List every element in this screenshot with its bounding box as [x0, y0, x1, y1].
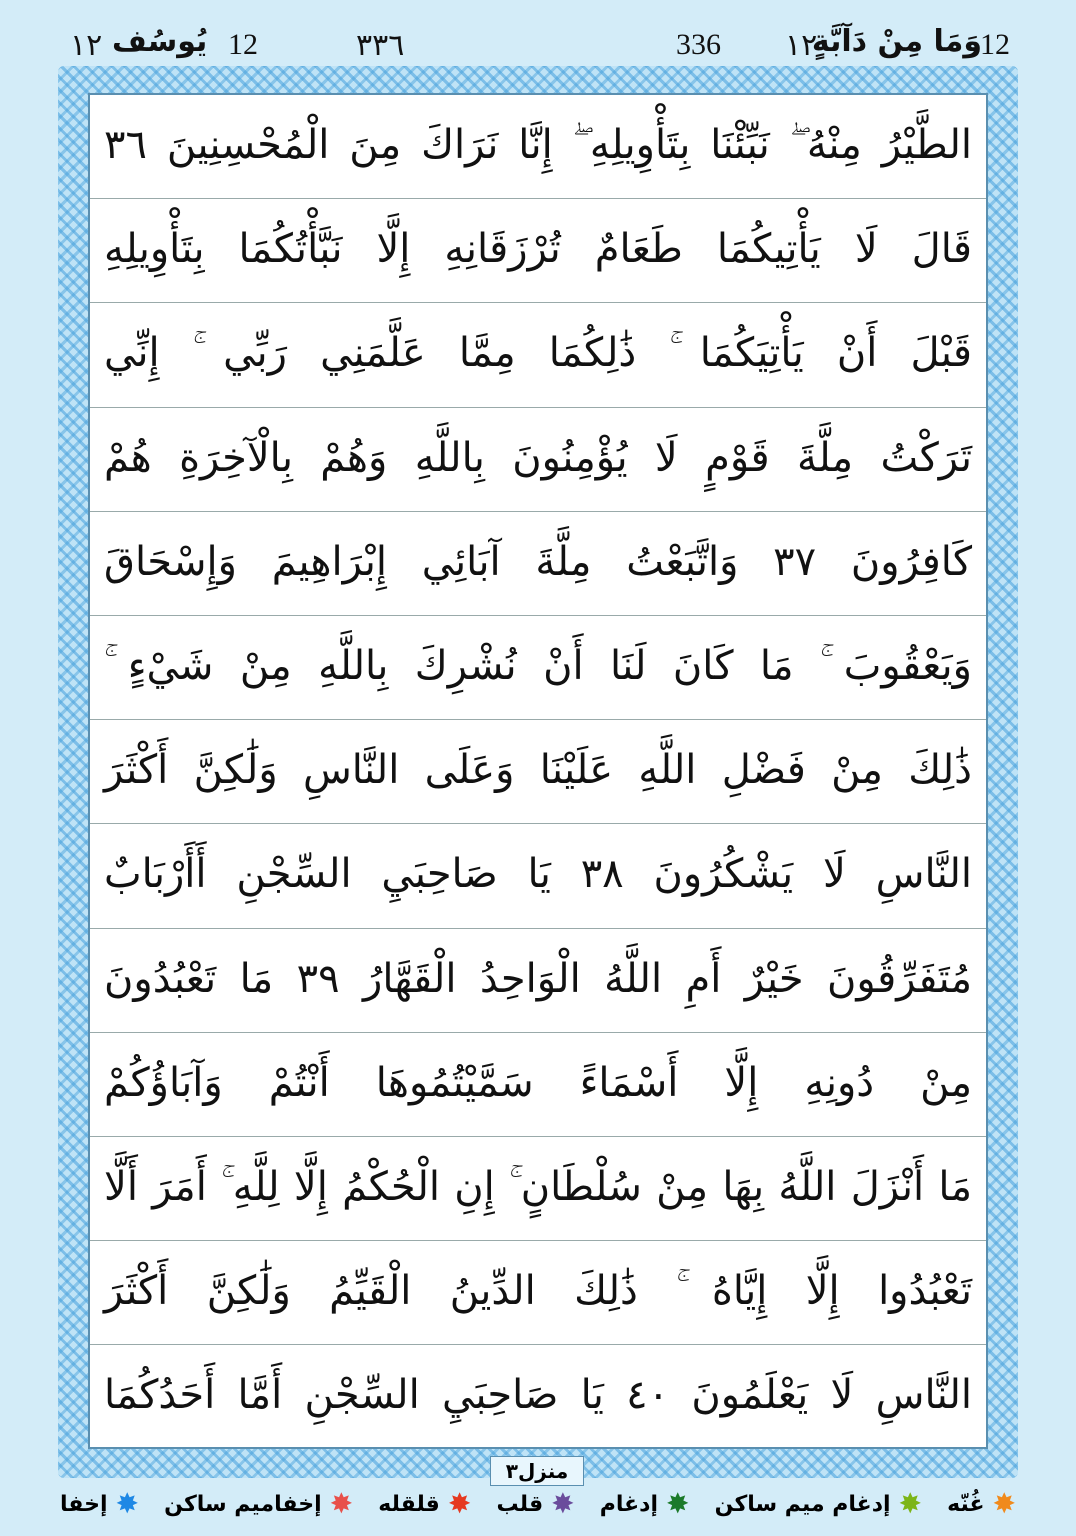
- text-line: تَرَكْتُ مِلَّةَ قَوْمٍ لَا يُؤْمِنُونَ بِاللَّهِ وَهُمْ بِالْآخِرَةِ هُمْ: [90, 408, 986, 512]
- text-line: النَّاسِ لَا يَعْلَمُونَ ٤٠ يَا صَاحِبَيِ السِّجْنِ أَمَّا أَحَدُكُمَا: [104, 1372, 973, 1419]
- text-line: مُتَفَرِّقُونَ خَيْرٌ أَمِ اللَّهُ الْوَاحِدُ الْقَهَّارُ ٣٩ مَا تَعْبُدُونَ: [90, 929, 986, 1033]
- legend-item: [714, 1487, 923, 1520]
- text-line: قَبْلَ أَنْ يَأْتِيَكُمَا ۚ ذَٰلِكُمَا مِمَّا عَلَّمَنِي رَبِّي ۚ إِنِّي: [90, 303, 986, 407]
- text-line: تَعْبُدُوا إِلَّا إِيَّاهُ ۚ ذَٰلِكَ الدِّينُ الْقَيِّمُ وَلَٰكِنَّ أَكْثَرَ: [90, 1241, 986, 1345]
- legend-label: إخفا: [60, 1491, 108, 1517]
- star-icon: ✸: [329, 1487, 354, 1520]
- text-line: مِنْ دُونِهِ إِلَّا أَسْمَاءً سَمَّيْتُمُوهَا أَنْتُمْ وَآبَاؤُكُمْ: [90, 1033, 986, 1137]
- legend-item: [496, 1487, 575, 1520]
- legend-label: إخفاميم ساكن: [164, 1491, 322, 1517]
- tajweed-legend: [60, 1487, 1016, 1520]
- text-line: مَا أَنْزَلَ اللَّهُ بِهَا مِنْ سُلْطَانٍ ۚ إِنِ الْحُكْمُ إِلَّا لِلَّهِ ۚ أَمَرَ أَلَّا: [90, 1137, 986, 1241]
- text-line: قَالَ لَا يَأْتِيكُمَا طَعَامٌ تُرْزَقَانِهِ إِلَّا نَبَّأْتُكُمَا بِتَأْوِيلِهِ: [90, 199, 986, 303]
- surah-arabic-number: ١٢: [70, 28, 103, 63]
- legend-label: قلقله: [378, 1491, 440, 1517]
- star-icon: ✸: [551, 1487, 575, 1520]
- legend-label: إدغام ميم ساكن: [714, 1491, 891, 1517]
- quran-text-page: [88, 93, 988, 1449]
- juz-number: 12: [980, 28, 1010, 61]
- legend-item: [164, 1487, 354, 1520]
- juz-name: وَمَا مِنْ دَآبَّةٍ: [811, 24, 982, 59]
- text-line: الطَّيْرُ مِنْهُ ۖ نَبِّئْنَا بِتَأْوِيلِهِ ۖ إِنَّا نَرَاكَ مِنَ الْمُحْسِنِينَ ٣٦: [90, 95, 986, 199]
- legend-item: [947, 1487, 1016, 1520]
- legend-item: [378, 1487, 472, 1520]
- star-icon: ✸: [992, 1487, 1016, 1520]
- page-number: 336: [676, 28, 721, 61]
- star-icon: ✸: [447, 1487, 472, 1520]
- page-number-arabic: ٣٣٦: [356, 28, 405, 63]
- text-line: وَيَعْقُوبَ ۚ مَا كَانَ لَنَا أَنْ نُشْرِكَ بِاللَّهِ مِنْ شَيْءٍ ۚ: [90, 616, 986, 720]
- manzil-label: منزل٣: [490, 1456, 584, 1486]
- legend-label: إدغام: [599, 1491, 659, 1517]
- star-icon: ✸: [666, 1487, 690, 1520]
- star-icon: ✸: [898, 1487, 923, 1520]
- legend-label: قلب: [496, 1491, 544, 1517]
- text-line: كَافِرُونَ ٣٧ وَاتَّبَعْتُ مِلَّةَ آبَائِي إِبْرَاهِيمَ وَإِسْحَاقَ: [90, 512, 986, 616]
- surah-number: 12: [228, 28, 258, 61]
- juz-arabic-number: ١٢: [785, 28, 818, 63]
- legend-item: [60, 1487, 139, 1520]
- star-icon: ✸: [115, 1487, 139, 1520]
- legend-label: غُنّه: [947, 1491, 985, 1517]
- text-line: النَّاسِ لَا يَشْكُرُونَ ٣٨ يَا صَاحِبَيِ السِّجْنِ أَأَرْبَابٌ: [90, 824, 986, 928]
- surah-name: يُوسُف: [112, 24, 208, 59]
- legend-item: [599, 1487, 690, 1520]
- text-line: ذَٰلِكَ مِنْ فَضْلِ اللَّهِ عَلَيْنَا وَعَلَى النَّاسِ وَلَٰكِنَّ أَكْثَرَ: [90, 720, 986, 824]
